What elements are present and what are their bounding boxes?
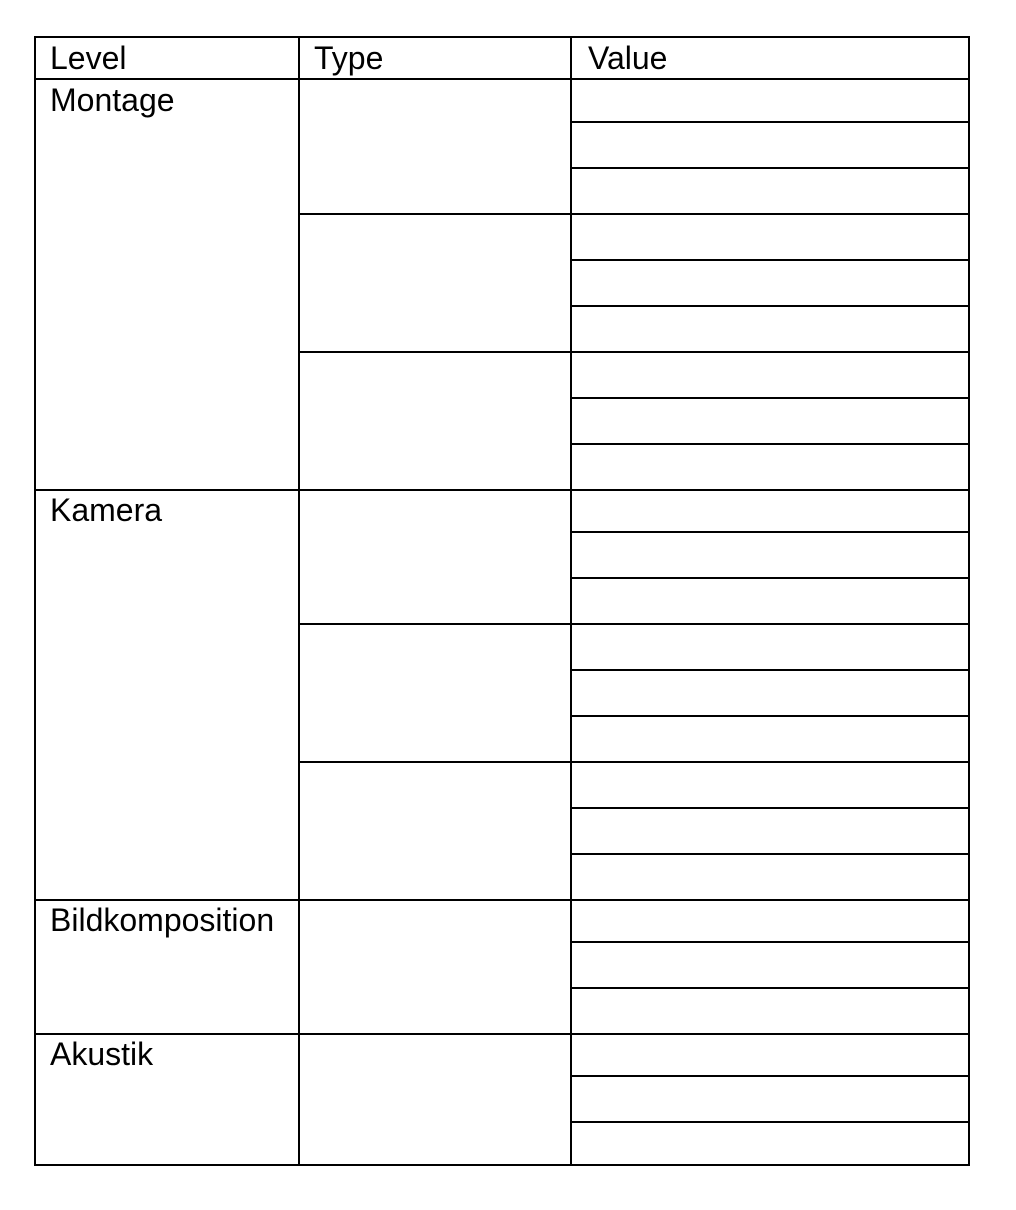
value-divider	[572, 397, 968, 399]
value-divider	[572, 1075, 968, 1077]
group-divider	[36, 1033, 968, 1035]
column-divider-level-type	[298, 38, 300, 1164]
value-divider	[572, 305, 968, 307]
value-divider	[572, 941, 968, 943]
header-level: Level	[50, 40, 127, 76]
value-divider	[572, 853, 968, 855]
type-divider	[300, 761, 570, 763]
value-divider	[572, 531, 968, 533]
value-divider	[572, 351, 968, 353]
value-divider	[572, 167, 968, 169]
value-divider	[572, 761, 968, 763]
value-divider	[572, 121, 968, 123]
value-divider	[572, 213, 968, 215]
type-divider	[300, 213, 570, 215]
level-montage: Montage	[50, 82, 175, 118]
value-divider	[572, 443, 968, 445]
group-divider	[36, 899, 968, 901]
level-kamera: Kamera	[50, 492, 163, 528]
value-divider	[572, 807, 968, 809]
level-akustik: Akustik	[50, 1036, 154, 1072]
value-divider	[572, 669, 968, 671]
header-row-divider	[36, 78, 968, 80]
header-value: Value	[588, 40, 668, 76]
value-divider	[572, 623, 968, 625]
value-divider	[572, 987, 968, 989]
level-bildkomposition: Bildkomposition	[50, 902, 275, 938]
type-divider	[300, 351, 570, 353]
header-type: Type	[314, 40, 384, 76]
type-divider	[300, 623, 570, 625]
group-divider	[36, 489, 968, 491]
value-divider	[572, 577, 968, 579]
value-divider	[572, 1121, 968, 1123]
column-divider-type-value	[570, 38, 572, 1164]
level-type-value-table	[34, 36, 970, 1166]
value-divider	[572, 259, 968, 261]
value-divider	[572, 715, 968, 717]
